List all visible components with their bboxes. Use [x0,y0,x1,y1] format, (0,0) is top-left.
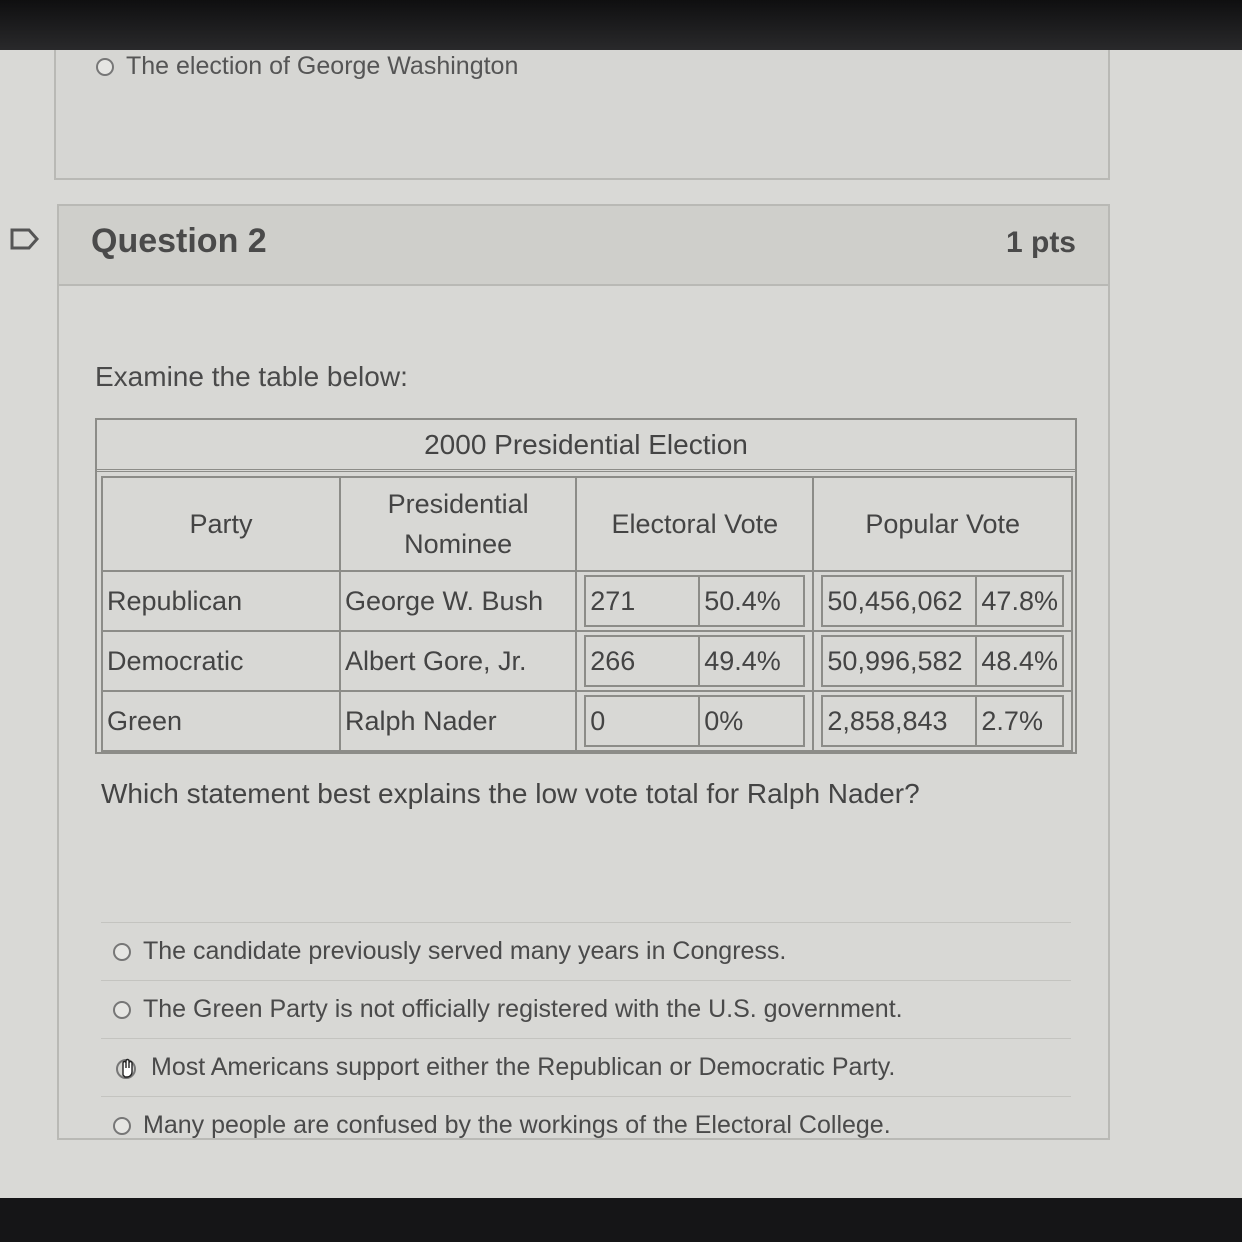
popular-cell [813,571,1072,631]
popular-count: 50,996,582 [823,637,977,685]
electoral-count: 266 [586,637,700,685]
answer-option-2[interactable] [101,980,1071,1038]
popular-percent: 48.4% [981,645,1058,676]
table-row [102,631,1072,691]
electoral-percent: 49.4% [704,645,781,676]
table-caption: 2000 Presidential Election [97,420,1075,472]
hand-cursor-icon [113,1055,139,1081]
popular-percent: 47.8% [981,585,1058,616]
party-cell: Democratic [102,631,340,691]
radio-icon[interactable] [113,1117,131,1135]
popular-count: 50,456,062 [823,577,977,625]
electoral-cell [576,571,813,631]
top-bezel [0,0,1242,54]
question-card [57,204,1110,1140]
radio-icon[interactable] [96,58,114,76]
table-row [102,571,1072,631]
question-prompt: Which statement best explains the low vote total for Ralph Nader? [101,778,920,809]
answer-label: The Green Party is not officially registered with the U.S. government. [143,995,903,1023]
header-party: Party [102,477,340,571]
previous-answer-option[interactable] [96,52,518,81]
electoral-percent: 50.4% [704,585,781,616]
question-points: 1 pts [1005,226,1076,259]
results-table [101,476,1073,752]
electoral-count: 0 [586,697,700,745]
bottom-bezel [0,1198,1242,1242]
header-nominee-line2: Nominee [404,529,513,559]
nominee-cell: George W. Bush [340,571,576,631]
table-row [102,691,1072,751]
radio-icon[interactable] [113,1001,131,1019]
bookmark-flag-icon[interactable] [8,226,42,252]
party-cell: Republican [102,571,340,631]
answer-option-1[interactable] [101,922,1071,980]
electoral-percent: 0% [704,705,744,736]
header-nominee [340,477,576,571]
previous-answer-label: The election of George Washington [126,52,519,80]
table-header-row [102,477,1072,571]
election-table [95,418,1077,754]
quiz-screen [0,50,1242,1198]
answer-label: Most Americans support either the Republican or Democratic Party. [151,1053,896,1081]
party-cell: Green [102,691,340,751]
question-header [59,206,1108,286]
answer-label: The candidate previously served many years in Congress. [143,937,787,965]
answer-option-3[interactable] [101,1038,1071,1096]
electoral-count: 271 [586,577,700,625]
header-nominee-line1: Presidential [387,488,529,519]
answer-label: Many people are confused by the workings of the Electoral College. [143,1111,891,1139]
electoral-cell [576,631,813,691]
popular-percent: 2.7% [981,705,1043,736]
header-electoral: Electoral Vote [576,477,813,571]
popular-count: 2,858,843 [823,697,977,745]
answer-list [101,922,1071,1154]
previous-question-card [54,50,1110,180]
answer-option-4[interactable] [101,1096,1071,1154]
popular-cell [813,631,1072,691]
header-popular: Popular Vote [813,477,1072,571]
nominee-cell: Ralph Nader [340,691,576,751]
radio-icon[interactable] [113,943,131,961]
nominee-cell: Albert Gore, Jr. [340,631,576,691]
question-title: Question 2 [91,222,267,260]
electoral-cell [576,691,813,751]
popular-cell [813,691,1072,751]
question-intro: Examine the table below: [95,361,408,392]
